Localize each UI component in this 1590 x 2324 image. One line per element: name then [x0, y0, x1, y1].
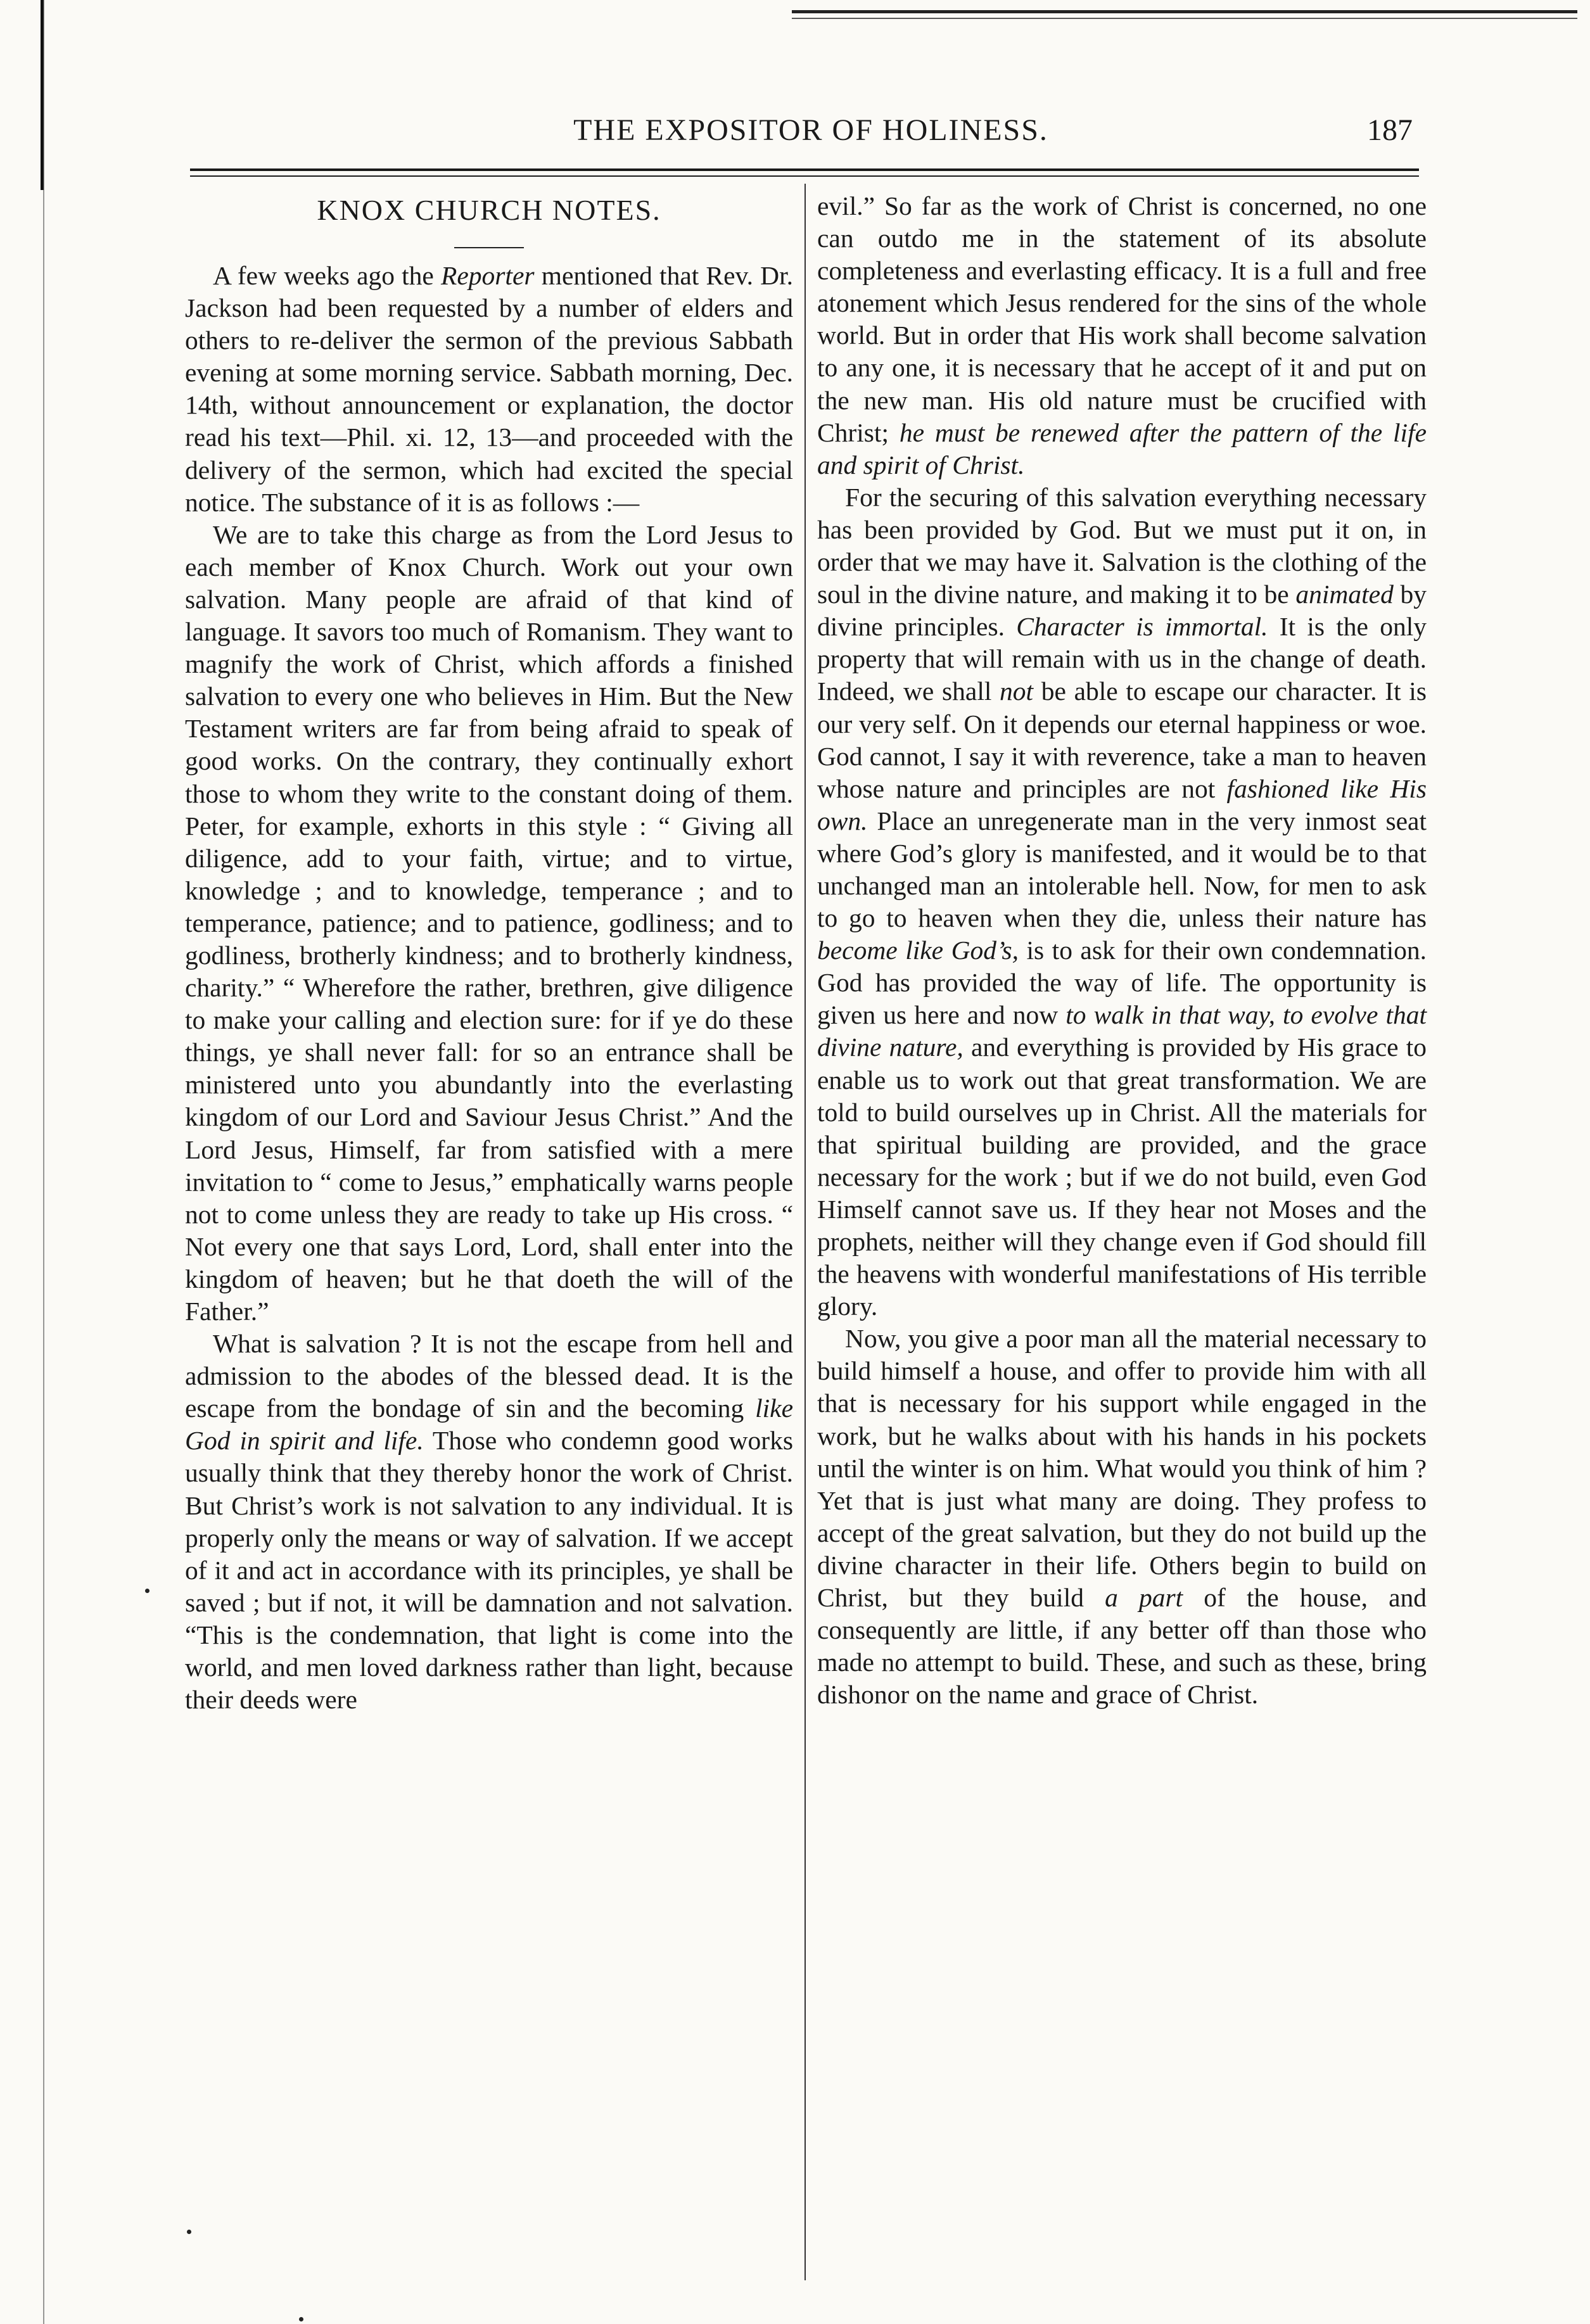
right-column — [817, 190, 1427, 1711]
title-rule — [454, 247, 524, 248]
text-run: We are to take this charge as from the Lord Jesus to each member of Knox Church. Work out your own salvation. Many people are afraid of that kind of language. It savors too much of Romanism. They want to magnify the work of Christ, which affords a finished salvation to every one who believes in Him. But the New Testament writers are far from being afraid to speak of good works. On the contrary, they continually exhort those to whom they write to the constant doing of them. Peter, for example, exhorts in this style : “ Giving all diligence, add to your faith, virtue; and to virtue, knowledge ; and to knowledge, temperance ; and to temperance, patience; and to patience, godliness; and to godliness, brotherly kindness; and to brotherly kindness, charity.” “ Wherefore the rather, brethren, give diligence to make your calling and election sure: for if ye do these things, ye shall never fall: for so an entrance shall be ministered unto you abundantly into the everlasting kingdom of our Lord and Saviour Jesus Christ.” And the Lord Jesus, Himself, far from satisfied with a mere invitation to “ come to Jesus,” emphatically warns people not to come unless they are ready to take up His cross. “ Not every one that says Lord, Lord, shall enter into the kingdom of heaven; but he that doeth the will of the Father.” — [185, 519, 793, 1326]
text-run: by divine principles. — [817, 580, 1427, 642]
text-run: be able to escape our character. It is our very self. On it depends our eternal happiness or woe. God cannot, I say it with reverence, take a man to heaven whose nature and principles are not — [817, 676, 1427, 803]
text-run: Place an unregenerate man in the very inmost seat where God’s glory is manifested, and it would be to that unchanged man an intolerable hell. Now, for men to ask to go to heaven when they die, unless their nature has — [817, 806, 1427, 933]
page-number: 187 — [1367, 113, 1413, 147]
italic-run: he must be renewed after the pattern of the life and spirit of Christ. — [817, 417, 1427, 479]
italic-run: Reporter — [441, 261, 535, 290]
italic-run: like God in spirit and life. — [185, 1394, 793, 1456]
left-column — [185, 190, 793, 1716]
ink-speck — [299, 2317, 303, 2321]
ink-speck — [187, 2230, 191, 2234]
binding-edge — [41, 0, 47, 2324]
italic-run: a part — [1105, 1583, 1183, 1613]
article-paragraph — [185, 260, 793, 519]
text-run: of the house, and consequently are little, if any better off than those who made no attempt to build. These, and such as these, bring dishonor on the name and grace of Christ. — [817, 1583, 1427, 1710]
article-paragraph — [185, 519, 793, 1328]
italic-run: Character is immortal. — [1016, 612, 1268, 642]
article-paragraph — [817, 190, 1427, 481]
text-run: is to ask for their own condemnation. God has provided the way of life. The opportunity is given us here and now — [817, 936, 1427, 1030]
ink-speck — [145, 1589, 149, 1593]
italic-run: not — [1000, 676, 1034, 706]
running-title: THE EXPOSITOR OF HOLINESS. — [573, 113, 1048, 147]
article-paragraph — [185, 1328, 793, 1716]
header-rule-thick — [190, 168, 1419, 171]
text-run: It is the only property that will remain with us in the change of death. Indeed, we shall — [817, 612, 1427, 706]
text-run: and everything is provided by His grace to enable us to work out that great transformation. We are told to build ourselves up in Christ. All the materials for that spiritual building are provided, and the grace necessary for the work ; but if we do not build, even God Himself cannot save us. If they hear not Moses and the prophets, neither will they change even if God should fill the heavens with wonderful manifestations of His terrible glory. — [817, 1032, 1427, 1321]
article-title: KNOX CHURCH NOTES. — [317, 194, 661, 226]
text-run: Those who condemn good works usually think that they thereby honor the work of Christ. But Christ’s work is not salvation to any individual. It is properly only the means or way of salvation. If we accept of it and act in accordance with its principles, ye shall be saved ; but if not, it will be damnation and not salvation. “This is the condemnation, that light is come into the world, and men loved darkness rather than light, because their deeds were — [185, 1426, 793, 1715]
text-run: What is salvation ? It is not the escape from hell and admission to the abodes of the blessed dead. It is the escape from the bondage of sin and the becoming — [185, 1329, 793, 1423]
italic-run: fashioned like His own. — [817, 773, 1427, 835]
top-edge-rule-thin — [792, 18, 1577, 19]
italic-run: become like God’s, — [817, 936, 1019, 965]
article-paragraph — [817, 481, 1427, 1323]
top-edge-rule — [792, 10, 1577, 13]
text-run: For the securing of this salvation everything necessary has been provided by God. But we must put it on, in order that we may have it. Salvation is the clothing of the soul in the divine nature, and making it to be — [817, 482, 1427, 609]
text-run: Now, you give a poor man all the material necessary to build himself a house, and offer to provide him with all that is necessary for his support while engaged in the work, but he walks about with his hands in his pockets until the winter is on him. What would you think of him ? Yet that is just what many are doing. They profess to accept of the great salvation, but they do not build up the divine character in their life. Others begin to build on Christ, but they build — [817, 1324, 1427, 1613]
running-head — [209, 113, 1413, 170]
column-divider — [805, 184, 806, 2280]
article-paragraph — [817, 1323, 1427, 1711]
header-rule-thin — [190, 175, 1419, 177]
text-run: evil.” So far as the work of Christ is concerned, no one can outdo me in the statement of its absolute completeness and everlasting efficacy. It is a full and free atonement which Jesus rendered for the sins of the whole world. But in order that His work shall become salvation to any one, it is necessary that he accept of it and put on the new man. His old nature must be crucified with Christ; — [817, 191, 1427, 447]
text-run: A few weeks ago the — [213, 261, 442, 290]
italic-run: to walk in that way, to evolve that divine nature, — [817, 1000, 1427, 1062]
text-run: mentioned that Rev. Dr. Jackson had been requested by a number of elders and others to re-deliver the sermon of the previous Sabbath evening at some morning service. Sabbath morning, Dec. 14th, without announcement or explanation, the doctor read his text—Phil. xi. 12, 13—and proceeded with the delivery of the sermon, which had excited the special notice. The substance of it is as follows :— — [185, 261, 793, 517]
italic-run: animated — [1295, 580, 1394, 609]
